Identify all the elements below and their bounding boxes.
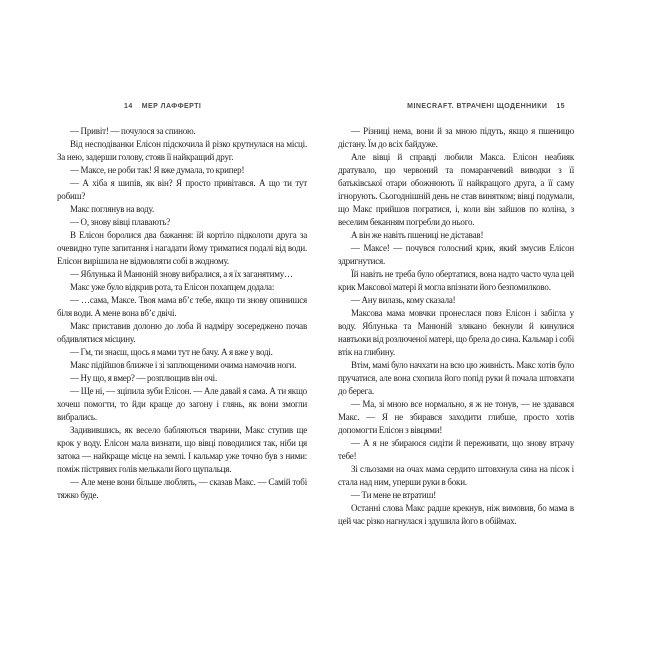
paragraph: — Ану вилазь, кому сказала!	[351, 295, 456, 305]
left-page-text-column	[57, 125, 307, 502]
paragraph: Макс приставив долоню до лоба й надміру зосереджено почав обдивлятися місцину.	[57, 321, 307, 344]
left-page-number: 14	[124, 103, 133, 110]
paragraph: — Максе, не роби так! Я вже думала, то крипер!	[70, 165, 245, 175]
paragraph: Втім, мамі було начхати на всю цю живність. Макс хотів було пручатися, але вона схопила його попід руки й почала штовхати до берега.	[338, 360, 574, 396]
paragraph: — А хіба я шипів, як він? Я просто привітався. А що ти тут робиш?	[57, 178, 307, 201]
paragraph: — О, знову вівці плавають?	[70, 217, 171, 227]
paragraph: Задивившись, як весело бабляються тварини, Макс ступив ще крок у воду. Елісон мала визнати, що вівці поводилися так, ніби ця затока — найкраще місце на землі. І кальмар уже точно був з ними: поміж пістрявих голів мелькали його щупальця.	[57, 425, 307, 474]
paragraph: — Гм, ти знаєш, щось я мами тут не бачу. А я вже у воді.	[70, 347, 273, 357]
paragraph: — Ма, зі мною все нормально, я ж не тонув, — не здавався Макс. — Я не збирався заходити глибше, просто хотів допомогти Елісон з вівцями!	[338, 399, 574, 435]
paragraph: — Яблунька й Манюній знову вибралися, а я їх заганятиму…	[70, 269, 293, 279]
right-page-running-head	[407, 103, 565, 110]
right-page-text-column	[338, 125, 574, 528]
paragraph: Останні слова Макс радше крекнув, ніж вимовив, бо мама в цей час різко нагнулася і здушила його в обіймах.	[338, 503, 574, 526]
paragraph: Їй навіть не треба було обертатися, вона надто часто чула цей крик Максової матері й могла впізнати його безпомилково.	[338, 269, 574, 292]
paragraph: Зі сльозами на очах мама сердито штовхнула сина на пісок і стала над ним, уперши руки в боки.	[338, 464, 574, 487]
paragraph: — Ну що, я вмер? — розплющив він очі.	[70, 373, 217, 383]
paragraph: Макс уже було відкрив рота, та Елісон похапцем додала:	[70, 282, 275, 292]
paragraph: — А я не збираюся сидіти й переживати, що знову втрачу тебе!	[338, 438, 574, 461]
paragraph: Макс підійшов ближче і зі заплющеними очима намочив ноги.	[70, 360, 297, 370]
right-page-number: 15	[556, 103, 565, 110]
paragraph: — …сама, Максе. Твоя мама вб’є тебе, якщо ти знову опинишся біля води. А мене вона вб’є двічі.	[57, 295, 307, 318]
paragraph: — Ти мене не втратиш!	[351, 490, 437, 500]
paragraph: Макс поглянув на воду.	[70, 204, 155, 214]
paragraph: — Привіт! — почулося за спиною.	[70, 126, 196, 136]
paragraph: А він же навіть пшениці не діставав!	[351, 230, 484, 240]
paragraph: — Максе! — почувся голосний крик, який змусив Елісон здригнутися.	[338, 243, 574, 266]
paragraph: Максова мама мовчки пронеслася повз Елісон і забігла у воду. Яблунька та Манюній злякано бекнули й кинулися навтьоки від розлюченої матері, що брела до сина. Кальмар і собі втік на глибину.	[338, 308, 574, 357]
right-running-title: MINECRAFT. ВТРАЧЕНІ ЩОДЕННИКИ	[407, 103, 548, 110]
paragraph: Але вівці й справді любили Макса. Елісон неабияк дратувало, що червоний та помаранчевий виводки з її батьківської отари обожнюють її найкращого друга, а її саму ігнорують. Сьогоднішній день не став винятком; вівці подумали, що Макс прийшов погратися, і, коли він зайшов по коліна, з веселим беканням погребли до нього.	[338, 152, 574, 227]
paragraph: — Ще ні, — зціпила зуби Елісон. — Але давай я сама. А ти якщо хочеш помогти, то йди краще до загону і глянь, як вони змогли вибрались.	[57, 386, 307, 422]
paragraph: В Елісон боролися два бажання: їй кортіло підколоти друга за очевидно тупе запитання і нагадати йому триматися подалі від води. Елісон вирішила не відмовляти собі в жодному.	[57, 230, 307, 266]
paragraph: — Але мене вони більше люблять, — сказав Макс. — Самій тобі тяжко буде.	[57, 477, 307, 500]
left-page-running-head	[124, 103, 201, 110]
paragraph: Від несподіванки Елісон підскочила й різко крутнулася на місці. За нею, задерши голову, стояв її найкращий друг.	[57, 139, 307, 162]
paragraph: — Різниці нема, вони й за мною підуть, якщо я пшеницю дістану. Їм до всіх байдуже.	[338, 126, 574, 149]
left-running-title: МЕР ЛАФФЕРТІ	[141, 103, 202, 110]
